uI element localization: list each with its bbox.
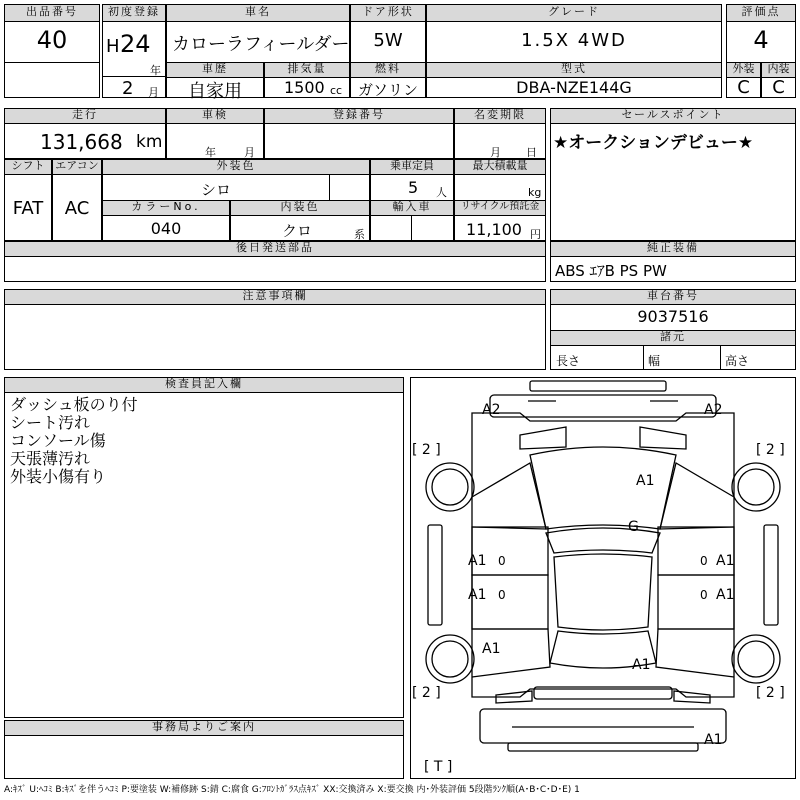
inspector-note: コンソール傷	[10, 431, 106, 450]
era-letter: H	[106, 36, 120, 57]
shift-label: シフト	[4, 159, 52, 175]
door-value: 5W	[373, 30, 403, 51]
mark-front-door-l: A1	[468, 553, 487, 569]
score-value: 4	[753, 26, 769, 54]
mark-zero-rr: 0	[700, 588, 708, 602]
mileage-value: 131,668	[40, 130, 123, 154]
mark-rear-fender-l: A1	[482, 641, 501, 657]
mark-zero-fr: 0	[700, 554, 708, 568]
interior-color-label: 内装色	[230, 200, 370, 216]
displacement-label: 排気量	[264, 62, 350, 78]
mark-tire-fr: [ 2 ]	[756, 442, 785, 458]
fuel-label: 燃料	[350, 62, 426, 78]
recycle-label: リサイクル預託金	[454, 200, 546, 216]
import-box	[370, 215, 412, 241]
caution-label: 注意事項欄	[4, 289, 546, 305]
mark-rear-door-r: A1	[716, 587, 735, 603]
color-no-label: カラーNo.	[102, 200, 230, 216]
grade-label: グレード	[426, 4, 722, 22]
sales-point-label: セールスポイント	[550, 108, 796, 124]
later-parts-box	[4, 256, 546, 282]
mark-rear-bumper: A1	[704, 732, 723, 748]
aircon-value: AC	[64, 198, 90, 219]
office-label: 事務局よりご案内	[4, 720, 404, 736]
displacement-value: 1500	[284, 78, 325, 97]
mark-a2-right: A2	[704, 402, 723, 418]
chassis-label: 車台番号	[550, 289, 796, 305]
car-name: カローラフィールダー	[172, 34, 350, 55]
mark-front-door-r: A1	[716, 553, 735, 569]
mark-tire-fl: [ 2 ]	[412, 442, 441, 458]
history-value: 自家用	[188, 81, 242, 102]
roof-shape	[554, 554, 652, 630]
year-unit: 年	[150, 64, 161, 77]
model-label: 型式	[426, 62, 722, 78]
mark-rear-door-l: A1	[468, 587, 487, 603]
inspection-label: 車検	[166, 108, 264, 124]
wheel-fr-shape	[732, 463, 780, 511]
interior-color-unit: 系	[354, 228, 365, 241]
max-load-label: 最大積載量	[454, 159, 546, 175]
lot-number: 40	[36, 26, 68, 54]
office-box	[4, 735, 404, 779]
exterior-color-value: シロ	[200, 181, 231, 199]
capacity-unit: 人	[436, 186, 447, 199]
interior-color-value: クロ	[282, 222, 313, 240]
legend-text: A:ｷｽﾞ U:ﾍｺﾐ B:ｷｽﾞを伴うﾍｺﾐ P:要塗装 W:補修跡 S:錆 C:腐食 G:ﾌﾛﾝﾄｶﾞﾗｽ点ｷｽﾞ XX:交換済み X:要交換 内･外装評価 5段階ﾗﾝｸ順(A･B･C･D･E) 1	[4, 785, 580, 795]
aircon-label: エアコン	[52, 159, 102, 175]
shift-value: FAT	[12, 198, 44, 219]
name-change-label: 名変期限	[454, 108, 546, 124]
exterior-color-sub-box	[329, 174, 370, 201]
registration-label: 登録番号	[264, 108, 454, 124]
exterior-label: 外装	[726, 62, 761, 78]
inspection-month-unit: 月	[244, 146, 255, 159]
genuine-label: 純正装備	[550, 241, 796, 257]
fuel-value: ガソリン	[357, 81, 418, 99]
inspection-year-unit: 年	[205, 146, 216, 159]
month-unit: 月	[148, 86, 159, 99]
registration-box	[264, 123, 454, 159]
mark-windshield: G	[628, 519, 639, 535]
mark-rear-tag: [ T ]	[424, 759, 453, 775]
mark-zero-fl: 0	[498, 554, 506, 568]
mark-roof-rear: A1	[632, 657, 651, 673]
wheel-rl-shape	[426, 635, 474, 683]
inspector-notes	[10, 396, 138, 486]
recycle-unit: 円	[530, 228, 541, 241]
mileage-unit: km	[136, 132, 163, 152]
inspector-note: ダッシュ板のり付	[10, 395, 138, 414]
lot-label: 出品番号	[4, 4, 100, 22]
mark-tire-rr: [ 2 ]	[756, 685, 785, 701]
mark-a2-left: A2	[482, 402, 501, 418]
length-label: 長さ	[556, 354, 581, 368]
door-label: ドア形状	[350, 4, 426, 22]
import-label: 輸入車	[370, 200, 454, 216]
recycle-value: 11,100	[466, 220, 522, 239]
windshield-shape	[546, 528, 660, 553]
genuine-value: ABS ｴｱB PS PW	[555, 262, 667, 280]
capacity-value: 5	[408, 178, 419, 197]
later-parts-label: 後日発送部品	[4, 241, 546, 257]
body-outline-shape	[472, 413, 734, 697]
dims-label: 諸元	[550, 330, 796, 346]
name-change-month: 月	[490, 146, 501, 159]
color-no-value: 040	[150, 219, 182, 238]
interior-label: 内装	[761, 62, 796, 78]
sales-point-value: ★オークションデビュー★	[553, 133, 754, 153]
model-value: DBA-NZE144G	[516, 78, 632, 97]
height-label: 高さ	[725, 354, 750, 368]
interior-grade: C	[772, 77, 785, 98]
front-panel-shape	[490, 395, 716, 417]
lot-sub-box	[4, 62, 100, 98]
inspector-note: 天張薄汚れ	[10, 449, 91, 468]
mark-zero-rl: 0	[498, 588, 506, 602]
grade-value: 1.5X 4WD	[521, 30, 627, 51]
score-label: 評価点	[726, 4, 796, 22]
history-label: 車歴	[166, 62, 264, 78]
capacity-label: 乗車定員	[370, 159, 454, 175]
max-load-unit: kg	[528, 186, 542, 199]
width-label: 幅	[648, 354, 661, 368]
mark-tire-rl: [ 2 ]	[412, 685, 441, 701]
inspector-label: 検査員記入欄	[4, 377, 404, 393]
inspector-note: シート汚れ	[10, 413, 91, 432]
mark-hood: A1	[636, 473, 655, 489]
name-change-day: 日	[526, 146, 537, 159]
mileage-label: 走行	[4, 108, 166, 124]
exterior-color-label: 外装色	[102, 159, 370, 175]
reg-month: 2	[122, 78, 134, 99]
displacement-unit: cc	[330, 84, 343, 97]
inspector-note: 外装小傷有り	[10, 467, 107, 486]
import-box-2	[411, 215, 454, 241]
first-reg-label: 初度登録	[102, 4, 166, 22]
wheel-rr-shape	[732, 635, 780, 683]
exterior-grade: C	[737, 77, 750, 98]
reg-year: 24	[120, 30, 151, 58]
chassis-value: 9037516	[637, 307, 709, 326]
front-bumper-shape	[530, 381, 666, 391]
wheel-fl-shape	[426, 463, 474, 511]
car-name-label: 車名	[166, 4, 350, 22]
car-diagram	[410, 377, 796, 779]
caution-box	[4, 304, 546, 370]
